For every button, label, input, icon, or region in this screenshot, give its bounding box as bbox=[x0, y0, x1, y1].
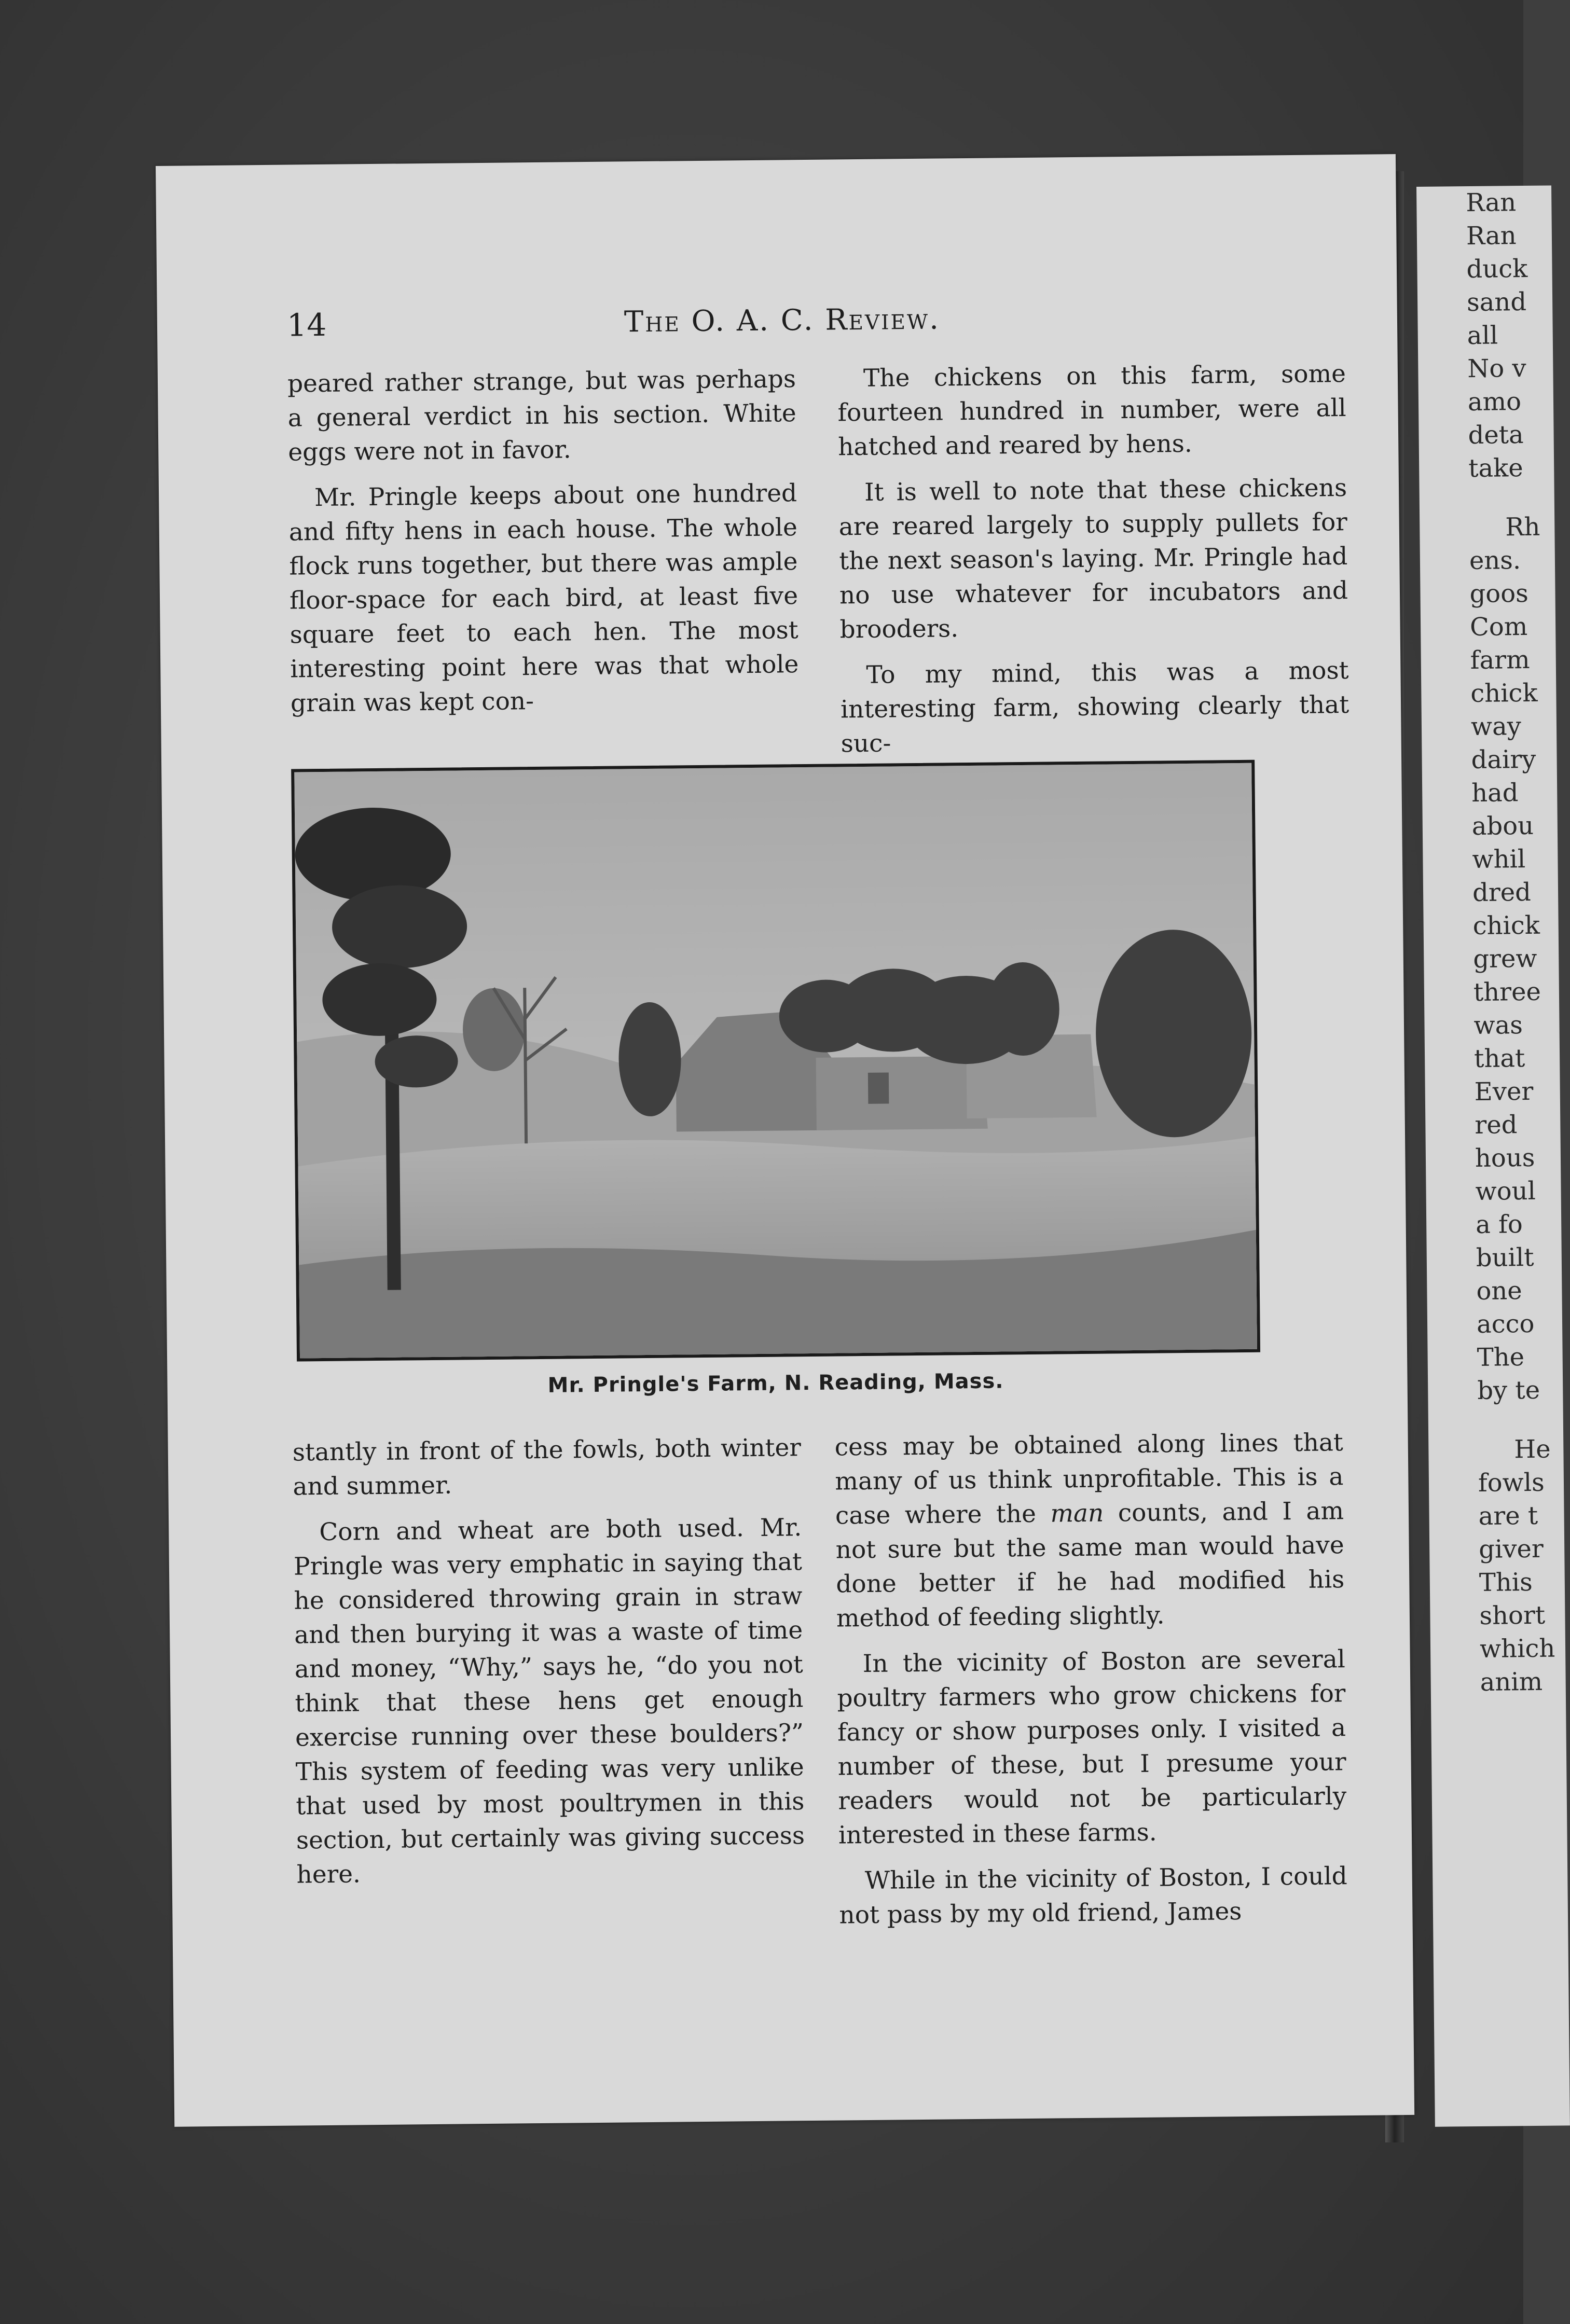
running-header bbox=[287, 297, 1377, 349]
facing-page-line: He bbox=[1514, 1434, 1551, 1464]
facing-page-line: amo bbox=[1467, 387, 1522, 417]
emphasis: man bbox=[1050, 1499, 1104, 1528]
paragraph: In the vicinity of Boston are several poultry farmers who grow chickens for fancy or show purposes only. I visited a number of these, but I presume your readers would not be particularly interested in these farms. bbox=[837, 1645, 1347, 1850]
facing-page-line: ens. bbox=[1469, 546, 1521, 576]
facing-page-line: was bbox=[1473, 1011, 1523, 1041]
journal-title: The O. A. C. Review. bbox=[624, 302, 941, 339]
paragraph bbox=[834, 1426, 1345, 1636]
facing-page-line: chick bbox=[1470, 678, 1538, 709]
farm-photo-illustration bbox=[294, 763, 1257, 1359]
facing-page-line: take bbox=[1468, 453, 1523, 483]
facing-page-line: goos bbox=[1469, 578, 1528, 609]
facing-page-line: No v bbox=[1467, 353, 1526, 384]
column-bottom-right bbox=[834, 1426, 1347, 1944]
facing-page-line: abou bbox=[1471, 811, 1534, 841]
paragraph-gap bbox=[1420, 484, 1554, 511]
facing-page-line: woul bbox=[1475, 1176, 1536, 1206]
paragraph: stantly in front of the fowls, both winter and summer. bbox=[292, 1433, 802, 1501]
paragraph: To my mind, this was a most interesting farm, showing clearly that suc- bbox=[840, 656, 1349, 758]
facing-page-line: duck bbox=[1466, 254, 1528, 284]
facing-page-fragment bbox=[1416, 186, 1570, 2127]
facing-page-line: Ever bbox=[1474, 1076, 1534, 1107]
facing-page-line: had bbox=[1471, 778, 1519, 808]
paragraph: Mr. Pringle keeps about one hundred and fifty hens in each house. The whole flock runs together, but there was ample floor-space for each bird, at least five square feet to each hen. The most interesting point here was that whole grain was kept con- bbox=[288, 479, 799, 718]
facing-page-line: red bbox=[1475, 1110, 1518, 1140]
facing-page-line: grew bbox=[1473, 944, 1537, 974]
facing-page-line: way bbox=[1470, 712, 1522, 742]
facing-page-line: are t bbox=[1478, 1501, 1538, 1531]
paragraph: Corn and wheat are both used. Mr. Pringle was very emphatic in saying that he considered throwing grain in straw and then burying it was a waste of time and money, “Why,” says he, “do you not think that these hens get enough exercise running over these boulders?” This system of feeding was very unlike that used by most poultrymen in this section, but certainly was giving success here. bbox=[293, 1513, 805, 1889]
facing-page-line: sand bbox=[1466, 287, 1527, 317]
facing-page-line: deta bbox=[1468, 420, 1524, 450]
farm-photograph bbox=[291, 760, 1260, 1362]
facing-page-line: one bbox=[1476, 1276, 1522, 1306]
facing-page-line: Ran bbox=[1466, 221, 1517, 251]
facing-page-line: hous bbox=[1475, 1143, 1535, 1173]
text-run: cess may be obtained along lines that many of us think unprofitable. This is a case where the bbox=[834, 1428, 1344, 1530]
column-top-left bbox=[287, 362, 800, 732]
paragraph-gap bbox=[1428, 1406, 1563, 1433]
facing-page-line: farm bbox=[1470, 645, 1530, 675]
facing-page-line: acco bbox=[1476, 1309, 1535, 1339]
facing-page-line: This bbox=[1479, 1567, 1533, 1597]
facing-page-line: by te bbox=[1477, 1375, 1540, 1405]
facing-page-line: Com bbox=[1469, 612, 1528, 642]
column-top-right bbox=[837, 357, 1350, 772]
paragraph: It is well to note that these chickens are reared largely to supply pullets for the next season's laying. Mr. Pringle had no use whatever for incubators and brooders. bbox=[838, 473, 1348, 644]
facing-page-line: whil bbox=[1472, 845, 1526, 875]
figure-caption: Mr. Pringle's Farm, N. Reading, Mass. bbox=[547, 1369, 1004, 1398]
column-bottom-left bbox=[293, 1431, 806, 1903]
facing-page-line: a fo bbox=[1475, 1210, 1523, 1239]
facing-page-line: which bbox=[1479, 1634, 1555, 1664]
paragraph: peared rather strange, but was perhaps a general verdict in his section. White eggs were not in favor. bbox=[287, 365, 796, 467]
facing-page-line: built bbox=[1476, 1242, 1534, 1272]
facing-page-line: Rh bbox=[1505, 512, 1540, 542]
facing-page-line: three bbox=[1473, 977, 1541, 1007]
facing-page-line: all bbox=[1467, 321, 1498, 351]
paragraph: The chickens on this farm, some fourteen hundred in number, were all hatched and reared by hens. bbox=[837, 359, 1346, 462]
paragraph: While in the vicinity of Boston, I could not pass by my old friend, James bbox=[839, 1862, 1348, 1930]
facing-page-line: that bbox=[1473, 1044, 1525, 1074]
text-run: counts, and I am not sure but the same man would have done better if he had modified his method of feeding slightly. bbox=[835, 1497, 1345, 1633]
facing-page-line: anim bbox=[1480, 1667, 1543, 1697]
page-number: 14 bbox=[286, 307, 327, 344]
facing-page-line: short bbox=[1479, 1600, 1546, 1630]
facing-page-line: The bbox=[1477, 1343, 1525, 1372]
facing-page-line: Ran bbox=[1466, 188, 1517, 218]
facing-page-line: fowls bbox=[1478, 1468, 1545, 1498]
facing-page-line: dairy bbox=[1471, 744, 1536, 775]
facing-page-line: chick bbox=[1472, 910, 1540, 941]
book-page bbox=[156, 154, 1414, 2127]
facing-page-line: dred bbox=[1472, 877, 1532, 908]
facing-page-line: giver bbox=[1478, 1534, 1544, 1564]
